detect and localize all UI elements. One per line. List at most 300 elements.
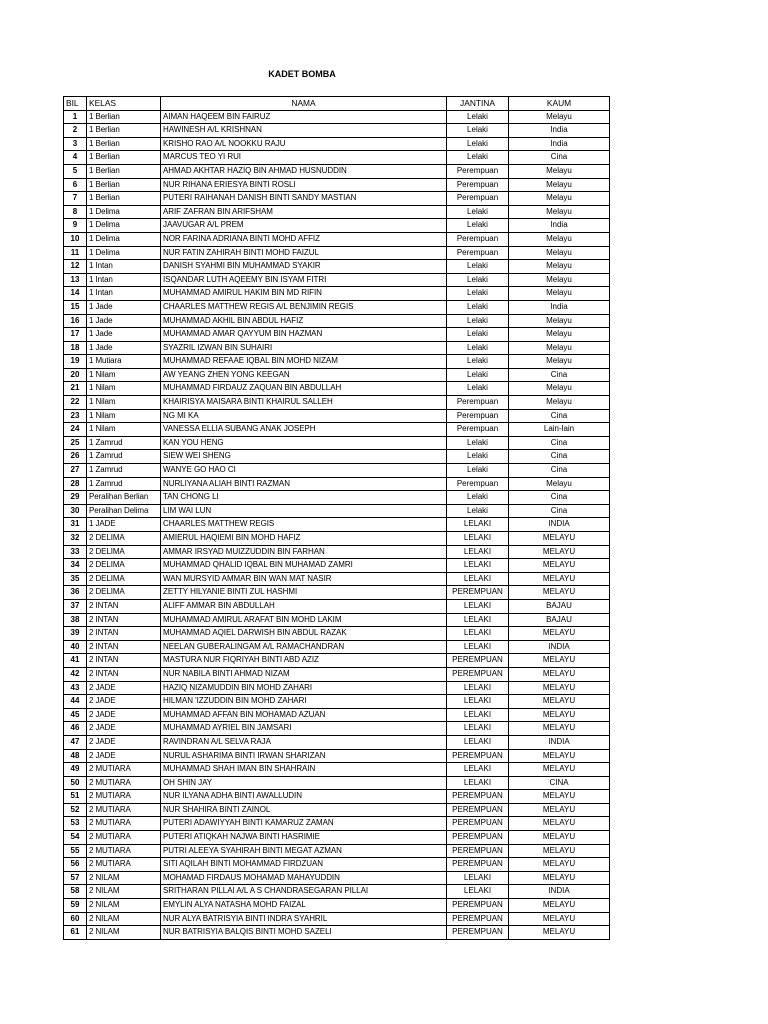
table-row [64,260,610,274]
table-row [64,110,610,124]
table-row [64,300,610,314]
table-row [64,164,610,178]
cell-nama: VANESSA ELLIA SUBANG ANAK JOSEPH [161,423,447,437]
cell-bil: 25 [64,436,87,450]
cell-jantina: Lelaki [447,137,509,151]
cell-jantina: Lelaki [447,300,509,314]
cell-bil: 34 [64,559,87,573]
cell-kelas: 1 Jade [87,328,161,342]
table-row [64,287,610,301]
cell-kelas: 2 JADE [87,722,161,736]
table-row [64,627,610,641]
cell-jantina: Lelaki [447,314,509,328]
table-row [64,368,610,382]
cell-bil: 16 [64,314,87,328]
cell-kaum: MELAYU [509,831,610,845]
cell-kaum: MELAYU [509,899,610,913]
cell-nama: SRITHARAN PILLAI A/L A S CHANDRASEGARAN PILLAI [161,885,447,899]
table-row [64,124,610,138]
cell-kelas: Peralihan Delima [87,504,161,518]
cell-bil: 19 [64,355,87,369]
cell-bil: 4 [64,151,87,165]
cell-bil: 51 [64,790,87,804]
cell-bil: 5 [64,164,87,178]
table-row [64,858,610,872]
cell-nama: HAZIQ NIZAMUDDIN BIN MOHD ZAHARI [161,681,447,695]
cell-kelas: 1 Nilam [87,409,161,423]
cell-kelas: 1 Berlian [87,151,161,165]
cell-jantina: LELAKI [447,559,509,573]
cell-jantina: Lelaki [447,382,509,396]
cell-nama: ISQANDAR LUTH AQEEMY BIN ISYAM FITRI [161,273,447,287]
cell-jantina: LELAKI [447,681,509,695]
cell-kaum: MELAYU [509,817,610,831]
cell-jantina: LELAKI [447,871,509,885]
cell-kaum: Melayu [509,164,610,178]
cell-jantina: Perempuan [447,178,509,192]
table-row [64,504,610,518]
cell-kelas: 2 DELIMA [87,532,161,546]
cell-bil: 31 [64,518,87,532]
cell-nama: LIM WAI LUN [161,504,447,518]
table-row [64,518,610,532]
cell-nama: MOHAMAD FIRDAUS MOHAMAD MAHAYUDDIN [161,871,447,885]
cell-bil: 26 [64,450,87,464]
cell-nama: NUR ALYA BATRISYIA BINTI INDRA SYAHRIL [161,912,447,926]
cell-bil: 54 [64,831,87,845]
cell-kelas: 1 Jade [87,341,161,355]
table-row [64,545,610,559]
cell-jantina: Lelaki [447,368,509,382]
table-row [64,763,610,777]
cell-jantina: Lelaki [447,124,509,138]
cell-bil: 61 [64,926,87,940]
cell-bil: 50 [64,776,87,790]
cell-jantina: LELAKI [447,613,509,627]
table-row [64,899,610,913]
cell-jantina: LELAKI [447,627,509,641]
cell-jantina: PEREMPUAN [447,858,509,872]
cell-nama: PUTERI ADAWIYYAH BINTI KAMARUZ ZAMAN [161,817,447,831]
cell-kelas: 2 NILAM [87,871,161,885]
cell-bil: 3 [64,137,87,151]
cell-jantina: Perempuan [447,396,509,410]
cell-jantina: LELAKI [447,722,509,736]
cell-kaum: MELAYU [509,532,610,546]
cell-nama: ARIF ZAFRAN BIN ARIFSHAM [161,205,447,219]
cell-bil: 49 [64,763,87,777]
cell-kaum: MELAYU [509,749,610,763]
cell-jantina: Perempuan [447,423,509,437]
cell-nama: NUR FATIN ZAHIRAH BINTI MOHD FAIZUL [161,246,447,260]
cell-kelas: 2 MUTIARA [87,803,161,817]
cell-kaum: India [509,300,610,314]
table-row [64,599,610,613]
table-row [64,382,610,396]
roster-body [64,110,610,939]
cell-nama: MUHAMMAD AQIEL DARWISH BIN ABDUL RAZAK [161,627,447,641]
table-row [64,654,610,668]
cell-kaum: Melayu [509,287,610,301]
table-row [64,790,610,804]
cell-kaum: MELAYU [509,572,610,586]
cell-kaum: Cina [509,151,610,165]
cell-kaum: Melayu [509,192,610,206]
cell-jantina: Perempuan [447,246,509,260]
cell-nama: NOR FARINA ADRIANA BINTI MOHD AFFIZ [161,232,447,246]
cell-kaum: MELAYU [509,858,610,872]
cell-kaum: Cina [509,491,610,505]
cell-bil: 9 [64,219,87,233]
table-row [64,722,610,736]
header-kelas: KELAS [87,97,161,111]
cell-jantina: Lelaki [447,151,509,165]
cell-nama: PUTRI ALEEYA SYAHIRAH BINTI MEGAT AZMAN [161,844,447,858]
cell-bil: 29 [64,491,87,505]
cell-kaum: MELAYU [509,627,610,641]
cell-kelas: 1 Nilam [87,382,161,396]
table-row [64,205,610,219]
cell-kelas: 1 Nilam [87,368,161,382]
cell-jantina: LELAKI [447,572,509,586]
cell-jantina: LELAKI [447,885,509,899]
table-row [64,572,610,586]
cell-kaum: Melayu [509,246,610,260]
cell-kaum: Melayu [509,273,610,287]
cell-kaum: MELAYU [509,912,610,926]
cell-bil: 12 [64,260,87,274]
cell-bil: 20 [64,368,87,382]
cell-nama: MUHAMMAD AMIRUL HAKIM BIN MD RIFIN [161,287,447,301]
cell-nama: AMMAR IRSYAD MUIZZUDDIN BIN FARHAN [161,545,447,559]
cell-jantina: LELAKI [447,599,509,613]
cell-kelas: 1 Delima [87,232,161,246]
cell-bil: 7 [64,192,87,206]
cell-nama: NUR RIHANA ERIESYA BINTI ROSLI [161,178,447,192]
cell-kelas: 2 MUTIARA [87,763,161,777]
table-row [64,341,610,355]
cell-jantina: PEREMPUAN [447,912,509,926]
cell-nama: PUTERI ATIQKAH NAJWA BINTI HASRIMIE [161,831,447,845]
cell-jantina: PEREMPUAN [447,803,509,817]
cell-jantina: Lelaki [447,328,509,342]
table-row [64,681,610,695]
cell-kaum: MELAYU [509,654,610,668]
cell-bil: 40 [64,640,87,654]
cell-bil: 57 [64,871,87,885]
cell-jantina: Lelaki [447,110,509,124]
cell-kaum: Melayu [509,314,610,328]
cell-kelas: 2 JADE [87,681,161,695]
cell-jantina: PEREMPUAN [447,749,509,763]
cell-kaum: MELAYU [509,681,610,695]
cell-nama: DANISH SYAHMI BIN MUHAMMAD SYAKIR [161,260,447,274]
cell-kaum: MELAYU [509,844,610,858]
cell-kaum: BAJAU [509,599,610,613]
cell-kelas: 2 INTAN [87,613,161,627]
header-kaum: KAUM [509,97,610,111]
cell-bil: 45 [64,708,87,722]
header-nama: NAMA [161,97,447,111]
cell-kaum: MELAYU [509,803,610,817]
cell-nama: HILMAN 'IZZUDDIN BIN MOHD ZAHARI [161,695,447,709]
cell-jantina: Perempuan [447,477,509,491]
cell-bil: 59 [64,899,87,913]
cell-kaum: Melayu [509,355,610,369]
table-row [64,219,610,233]
cell-kaum: Lain-lain [509,423,610,437]
cell-bil: 47 [64,735,87,749]
cell-kelas: 2 MUTIARA [87,831,161,845]
cell-jantina: Lelaki [447,491,509,505]
table-row [64,613,610,627]
cell-kaum: Cina [509,436,610,450]
cell-kelas: 1 Delima [87,219,161,233]
cell-kelas: 2 MUTIARA [87,790,161,804]
cell-jantina: Lelaki [447,260,509,274]
cell-bil: 30 [64,504,87,518]
cell-kelas: 2 JADE [87,708,161,722]
cell-bil: 28 [64,477,87,491]
cell-nama: NUR NABILA BINTI AHMAD NIZAM [161,667,447,681]
cell-kaum: MELAYU [509,790,610,804]
cell-kelas: 2 INTAN [87,640,161,654]
table-row [64,817,610,831]
table-row [64,409,610,423]
cell-kelas: 2 NILAM [87,885,161,899]
cell-nama: MUHAMMAD REFAAE IQBAL BIN MOHD NIZAM [161,355,447,369]
cell-kaum: Cina [509,504,610,518]
cell-kaum: Cina [509,368,610,382]
cell-kaum: Cina [509,409,610,423]
table-row [64,328,610,342]
cell-bil: 43 [64,681,87,695]
cell-kaum: MELAYU [509,722,610,736]
cell-kelas: 1 Nilam [87,396,161,410]
cell-jantina: Lelaki [447,219,509,233]
table-row [64,831,610,845]
table-row [64,667,610,681]
cell-kaum: Melayu [509,205,610,219]
cell-kaum: MELAYU [509,708,610,722]
cell-kaum: Cina [509,450,610,464]
cell-kaum: MELAYU [509,559,610,573]
cell-bil: 33 [64,545,87,559]
cell-bil: 21 [64,382,87,396]
cell-kaum: Melayu [509,232,610,246]
cell-kaum: Melayu [509,477,610,491]
cell-nama: AMIERUL HAQIEMI BIN MOHD HAFIZ [161,532,447,546]
table-row [64,232,610,246]
cell-nama: HAWINESH A/L KRISHNAN [161,124,447,138]
cell-kelas: 1 Intan [87,260,161,274]
cell-bil: 18 [64,341,87,355]
table-row [64,776,610,790]
cell-kaum: MELAYU [509,667,610,681]
cell-nama: MUHAMMAD SHAH IMAN BIN SHAHRAIN [161,763,447,777]
cell-kelas: 2 JADE [87,749,161,763]
cell-kaum: India [509,124,610,138]
table-row [64,477,610,491]
cell-jantina: Lelaki [447,355,509,369]
cell-kelas: Peralihan Berlian [87,491,161,505]
cell-jantina: Perempuan [447,232,509,246]
cell-kaum: India [509,137,610,151]
table-row [64,192,610,206]
cell-nama: KRISHO RAO A/L NOOKKU RAJU [161,137,447,151]
cell-nama: SIEW WEI SHENG [161,450,447,464]
cell-kaum: MELAYU [509,871,610,885]
cell-nama: AHMAD AKHTAR HAZIQ BIN AHMAD HUSNUDDIN [161,164,447,178]
cell-nama: SYAZRIL IZWAN BIN SUHAIRI [161,341,447,355]
cell-jantina: Lelaki [447,205,509,219]
cell-bil: 37 [64,599,87,613]
cell-bil: 39 [64,627,87,641]
cell-kelas: 1 Berlian [87,124,161,138]
cell-nama: RAVINDRAN A/L SELVA RAJA [161,735,447,749]
cell-nama: NG MI KA [161,409,447,423]
cell-kaum: INDIA [509,735,610,749]
table-row [64,885,610,899]
cell-kelas: 2 DELIMA [87,545,161,559]
cell-kelas: 1 Berlian [87,110,161,124]
cell-bil: 35 [64,572,87,586]
cell-bil: 48 [64,749,87,763]
cell-kelas: 1 JADE [87,518,161,532]
cell-nama: MUHAMMAD QHALID IQBAL BIN MUHAMAD ZAMRI [161,559,447,573]
cell-kaum: MELAYU [509,926,610,940]
cell-bil: 60 [64,912,87,926]
cell-jantina: LELAKI [447,545,509,559]
cell-jantina: Lelaki [447,450,509,464]
cell-nama: MUHAMMAD AMIRUL ARAFAT BIN MOHD LAKIM [161,613,447,627]
table-row [64,749,610,763]
cell-nama: MUHAMMAD AYRIEL BIN JAMSARI [161,722,447,736]
cell-jantina: LELAKI [447,640,509,654]
cell-jantina: LELAKI [447,708,509,722]
cell-bil: 55 [64,844,87,858]
cell-kaum: Melayu [509,178,610,192]
table-row [64,532,610,546]
cell-nama: NURUL ASHARIMA BINTI IRWAN SHARIZAN [161,749,447,763]
cell-nama: CHAARLES MATTHEW REGIS A/L BENJIMIN REGIS [161,300,447,314]
cell-kelas: 1 Zamrud [87,436,161,450]
cell-kelas: 1 Nilam [87,423,161,437]
cell-kelas: 1 Zamrud [87,464,161,478]
table-row [64,803,610,817]
cell-jantina: PEREMPUAN [447,817,509,831]
cell-kaum: Melayu [509,382,610,396]
cell-jantina: PEREMPUAN [447,667,509,681]
cell-kelas: 1 Intan [87,287,161,301]
cell-kelas: 1 Jade [87,300,161,314]
cell-nama: NUR BATRISYIA BALQIS BINTI MOHD SAZELI [161,926,447,940]
table-row [64,137,610,151]
cell-jantina: Lelaki [447,504,509,518]
cell-jantina: Lelaki [447,436,509,450]
cell-nama: KAN YOU HENG [161,436,447,450]
table-row [64,871,610,885]
table-row [64,436,610,450]
cell-bil: 38 [64,613,87,627]
cell-jantina: Lelaki [447,273,509,287]
table-row [64,559,610,573]
cell-nama: NEELAN GUBERALINGAM A/L RAMACHANDRAN [161,640,447,654]
cell-jantina: PEREMPUAN [447,586,509,600]
cell-nama: OH SHIN JAY [161,776,447,790]
table-row [64,151,610,165]
cell-kelas: 2 JADE [87,695,161,709]
cell-kaum: MELAYU [509,695,610,709]
cell-nama: WANYE GO HAO CI [161,464,447,478]
table-row [64,423,610,437]
cell-jantina: PEREMPUAN [447,899,509,913]
table-row [64,273,610,287]
cell-jantina: PEREMPUAN [447,790,509,804]
cell-bil: 27 [64,464,87,478]
cell-nama: NURLIYANA ALIAH BINTI RAZMAN [161,477,447,491]
cell-jantina: LELAKI [447,776,509,790]
cell-kaum: MELAYU [509,763,610,777]
cell-kelas: 2 MUTIARA [87,776,161,790]
cell-kaum: Melayu [509,260,610,274]
cell-kelas: 1 Zamrud [87,477,161,491]
cell-bil: 2 [64,124,87,138]
cell-nama: AIMAN HAQEEM BIN FAIRUZ [161,110,447,124]
cell-jantina: PEREMPUAN [447,926,509,940]
table-row [64,314,610,328]
cell-jantina: Perempuan [447,409,509,423]
cell-nama: MUHAMMAD AKHIL BIN ABDUL HAFIZ [161,314,447,328]
table-row [64,491,610,505]
cell-bil: 17 [64,328,87,342]
cell-kelas: 2 INTAN [87,667,161,681]
header-bil: BIL [64,97,87,111]
table-row [64,586,610,600]
cell-kaum: CINA [509,776,610,790]
cell-nama: CHAARLES MATTHEW REGIS [161,518,447,532]
cell-nama: KHAIRISYA MAISARA BINTI KHAIRUL SALLEH [161,396,447,410]
cell-bil: 24 [64,423,87,437]
cell-bil: 46 [64,722,87,736]
cell-nama: ZETTY HILYANIE BINTI ZUL HASHMI [161,586,447,600]
cell-bil: 44 [64,695,87,709]
cell-jantina: PEREMPUAN [447,844,509,858]
cell-kelas: 2 INTAN [87,654,161,668]
cell-bil: 6 [64,178,87,192]
cell-nama: NUR ILYANA ADHA BINTI AWALLUDIN [161,790,447,804]
table-row [64,912,610,926]
cell-bil: 58 [64,885,87,899]
cell-kelas: 1 Delima [87,205,161,219]
cell-bil: 53 [64,817,87,831]
cell-kaum: Melayu [509,328,610,342]
cell-bil: 13 [64,273,87,287]
cell-nama: EMYLIN ALYA NATASHA MOHD FAIZAL [161,899,447,913]
table-row [64,708,610,722]
cell-kelas: 2 MUTIARA [87,858,161,872]
cell-nama: SITI AQILAH BINTI MOHAMMAD FIRDZUAN [161,858,447,872]
cell-bil: 36 [64,586,87,600]
cell-kelas: 2 MUTIARA [87,844,161,858]
cell-nama: MARCUS TEO YI RUI [161,151,447,165]
cell-jantina: LELAKI [447,695,509,709]
cell-kelas: 1 Berlian [87,178,161,192]
cell-bil: 1 [64,110,87,124]
cell-bil: 10 [64,232,87,246]
table-row [64,926,610,940]
cell-bil: 8 [64,205,87,219]
